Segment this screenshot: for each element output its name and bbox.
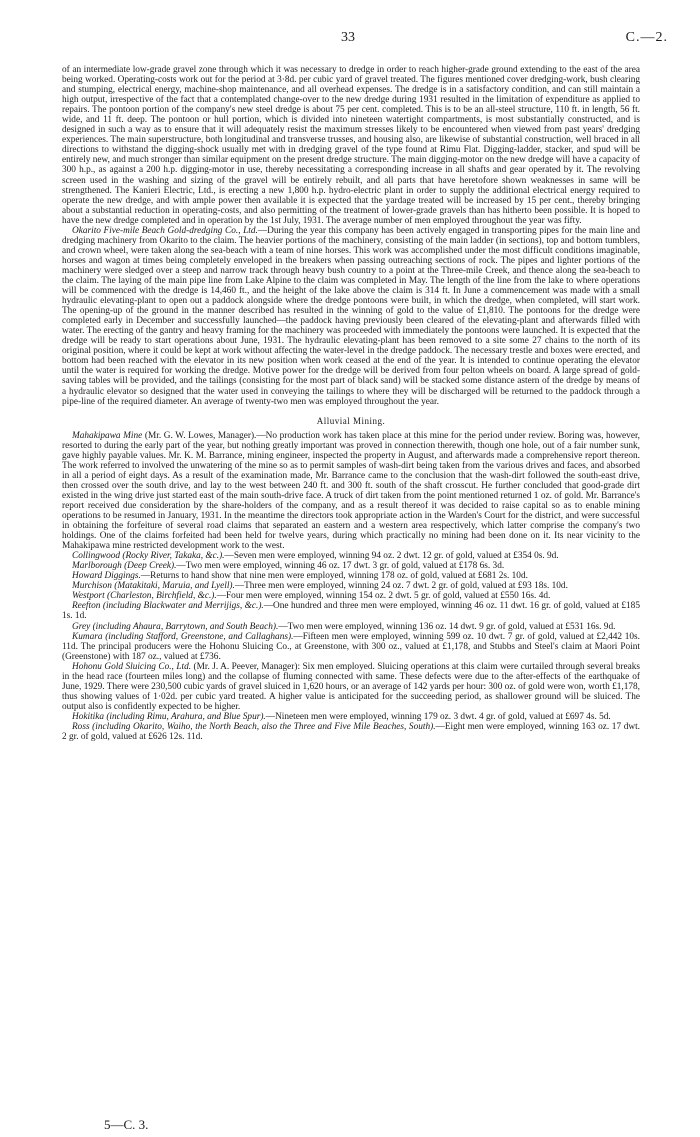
- paragraph-howard-diggings: Howard Diggings.—Returns to hand show that nine men were employed, winning 178 oz. of gold, valued at £681 2s. 10d.: [72, 571, 528, 582]
- paragraph-kanieri-dredge: of an intermediate low-grade gravel zone through which it was necessary to dredge in order to reach higher-grade ground extending to the east of the area being worked. Operating-costs work out for the period at 3·8d. per cubic yard of gravel treated. The figures mentioned cover dredging-work, bush clearing and stumping, electrical energy, machine-shop maintenance, and all overhead expenses. The dredge is in a satisfactory condition, and can still maintain a high output, irrespective of the fact that a contemplated change-over to the new dredge during 1931 resulted in the limitation of expenditure as applied to repairs. The pontoon portion of the company's new steel dredge is about 75 per cent. completed. This is to be an all-steel structure, 110 ft. in length, 56 ft. wide, and 11 ft. deep. The pontoon or hull portion, which is divided into nineteen watertight compartments, is most substantially constructed, and is designed in such a way as to ensure that it will adequately resist the maximum stresses likely to be encountered when viewed from past years' dredging experiences. The main superstructure, both longitudinal and transverse trusses, and housing also, are likewise of substantial construction, well braced in all directions to withstand the digging-shock usually met with in dredging gravel of the type found at Rimu Flat. Digging-ladder, stacker, and spud will be entirely new, and much stronger than similar equipment on the present dredge structure. The main digging-motor on the new dredge will have a capacity of 300 h.p., as against a 200 h.p. digging-motor in use, thereby necessitating a corresponding increase in all shafts and gear operated by it. The revolving screen used in the washing and sizing of the gravel will be entirely rebuilt, and all parts that have heretofore shown weaknesses in same will be strengthened. The Kanieri Electric, Ltd., is erecting a new 1,800 h.p. hydro-electric plant in order to supply the additional electrical energy required to operate the new dredge, and with ample power then available it is expected that the yardage treated will be increased by 15 per cent., thereby bringing about a substantial reduction in operating-costs, and also permitting of the treatment of lower-grade gravels than has hitherto been possible. It is hoped to have the new dredge completed and in operation by the 1st July, 1931. The average number of men employed throughout the year was fifty.: [62, 65, 640, 226]
- paragraph-hokitika: Hokitika (including Rimu, Arahura, and Blue Spur).—Nineteen men were employed, winning 179 oz. 3 dwt. 4 gr. of gold, valued at £697 4s. 5d.: [72, 711, 611, 722]
- page-header: [0, 30, 700, 50]
- paragraph-okarito-dredging: Okarito Five-mile Beach Gold-dredging Co., Ltd.—During the year this company has been actively engaged in transporting pipes for the main line and dredging machinery from Okarito to the claim. The heavier portions of the machinery, consisting of the main ladder (in sections), top and bottom tumblers, and crown wheel, were taken along the sea-beach with a team of nine horses. This work was accomplished under the most difficult conditions imaginable, horses and wagon at times being completely enveloped in the breakers when passing outreaching sections of rock. The pipes and lighter portions of the machinery were sledged over a steep and narrow track through heavy bush country to a point at the Three-mile Creek, and thence along the sea-beach to the claim. The laying of the main pipe line from Lake Alpine to the claim was completed in May. The length of the line from the lake to where operations will be commenced with the dredge is 14,460 ft., and the height of the lake above the claim is 314 ft. In June a commencement was made with a small hydraulic elevating-plant to open out a paddock alongside where the dredge pontoons were built, in which the dredge, when completed, will start work. The opening-up of the ground in the manner described has resulted in the winning of gold to the value of £1,810. The pontoons for the dredge were completed early in December and successfully launched—the paddock having previously been cleared of the elevating-plant and afterwards filled with water. The erecting of the gantry and heavy framing for the machinery was proceeded with immediately the pontoons were launched. It is expected that the dredge will be ready to start operations about June, 1931. The hydraulic elevating-plant has been removed to a site some 27 chains to the north of its original position, where it could be kept at work without affecting the water-level in the dredge paddock. The necessary trestle and boxes were erected, and bottom had been reached with the elevator in its new position when work ceased at the end of the year. It is intended to continue operating the elevator until the water is required for working the dredge. Motive power for the dredge will be derived from four pelton wheels on board. A large spread of gold-saving tables will be provided, and the tailings (consisting for the most part of black sand) will be stacked some distance astern of the dredge by means of a hydraulic elevator so designed that the water used in conveying the tailings to where they will be discharged will be returned to the paddock through a pipe-line of the required diameter. An average of twenty-two men was employed throughout the year.: [62, 225, 640, 407]
- signature-mark: 5—C. 3.: [104, 1117, 149, 1132]
- company-name: Okarito Five-mile Beach Gold-dredging Co., Ltd.: [72, 225, 258, 236]
- paragraph-mahakipawa-mine: Mahakipawa Mine (Mr. G. W. Lowes, Manager).—No production work has taken place at this mine for the period under review. Boring was, however, resorted to during the early part of the year, but nothing greatly important was proved in connection therewith, though one hole, out of a fair number sunk, gave highly payable values. Mr. K. M. Barrance, mining engineer, inspected the property in August, and afterwards made a comprehensive report thereon. The work referred to involved the unwatering of the mine so as to permit samples of wash-dirt being taken from the various drives and faces, and absorbed in all a period of eight days. As a result of the examination made, Mr. Barrance came to the conclusion that the wash-dirt followed the south-east drive, then crossed over the south drive, and lay to the west between 240 ft. and 300 ft. south of the shaft crosscut. He further concluded that good-grade dirt existed in the wing drive just started east of the main south-drive face. A truck of dirt taken from the point mentioned returned 1 oz. of gold. Mr. Barrance's report received due consideration by the share-holders of the company, and as a result thereof it was decided to raise capital so as to enable mining operations to be resumed in January, 1931. In the meantime the directors took appropriate action in the Warden's Court for the district, and were successful in obtaining the forfeiture of several road claims that separated an eastern and a western area respectively, which latter comprise the company's two holdings. One of the claims forfeited had been held for twelve years, during which practically no mining had been done on it. Its near vicinity to the Mahakipawa mine restricted development work to the west.: [62, 430, 640, 552]
- document-reference: C.—2.: [625, 30, 668, 45]
- paragraph-reefton: Reefton (including Blackwater and Merrijigs, &c.).—One hundred and three men were employed, winning 46 oz. 11 dwt. 16 gr. of gold, valued at £185 1s. 1d.: [62, 601, 640, 622]
- paragraph-westport: Westport (Charleston, Birchfield, &c.).—Four men were employed, winning 154 oz. 2 dwt. 5 gr. of gold, valued at £550 16s. 4d.: [72, 591, 551, 602]
- page-body: [62, 65, 640, 742]
- paragraph-murchison: Murchison (Matakitaki, Maruia, and Lyell).—Three men were employed, winning 24 oz. 7 dwt. 2 gr. of gold, valued at £93 18s. 10d.: [72, 581, 568, 592]
- paragraph-marlborough: Marlborough (Deep Creek).—Two men were employed, winning 46 oz. 17 dwt. 3 gr. of gold, valued at £178 6s. 3d.: [72, 561, 505, 572]
- paragraph-grey: Grey (including Ahaura, Barrytown, and South Beach).—Two men were employed, winning 136 oz. 14 dwt. 9 gr. of gold, valued at £531 16s. 9d.: [72, 621, 616, 632]
- mine-name: Mahakipawa Mine: [72, 430, 143, 441]
- paragraph-ross: Ross (including Okarito, Waiho, the North Beach, also the Three and Five Mile Beaches, South).—Eight men were employed, winning 163 oz. 17 dwt. 2 gr. of gold, valued at £626 12s. 11d.: [62, 722, 640, 743]
- section-heading-alluvial-mining: Alluvial Mining.: [316, 415, 386, 426]
- page-number: 33: [341, 30, 355, 45]
- paragraph-kumara: Kumara (including Stafford, Greenstone, and Callaghans).—Fifteen men were employed, winning 599 oz. 10 dwt. 7 gr. of gold, valued at £2,442 10s. 11d. The principal producers were the Hohonu Sluicing Co., at Greenstone, with 300 oz., valued at £1,178, and Stubbs and Steel's claim at Maori Point (Greenstone) with 187 oz., valued at £736.: [62, 631, 640, 662]
- paragraph-hohonu-sluicing: Hohonu Gold Sluicing Co., Ltd. (Mr. J. A. Peever, Manager): Six men employed. Sluicing operations at this claim were curtailed through several breaks in the head race (fourteen miles long) and the collapse of fluming connected with same. These defects were due to the after-effects of the earthquake of June, 1929. There were 230,500 cubic yards of gravel sluiced in 1,620 hours, or an average of 142 yards per hour: 300 oz. of gold were won, worth £1,178, thus showing values of 1·02d. per cubic yard treated. A higher value is anticipated for the succeeding period, as shallower ground will be sluiced. The output also is confidently expected to be higher.: [62, 661, 640, 712]
- paragraph-collingwood: Collingwood (Rocky River, Takaka, &c.).—Seven men were employed, winning 94 oz. 2 dwt. 12 gr. of gold, valued at £354 0s. 9d.: [72, 551, 559, 562]
